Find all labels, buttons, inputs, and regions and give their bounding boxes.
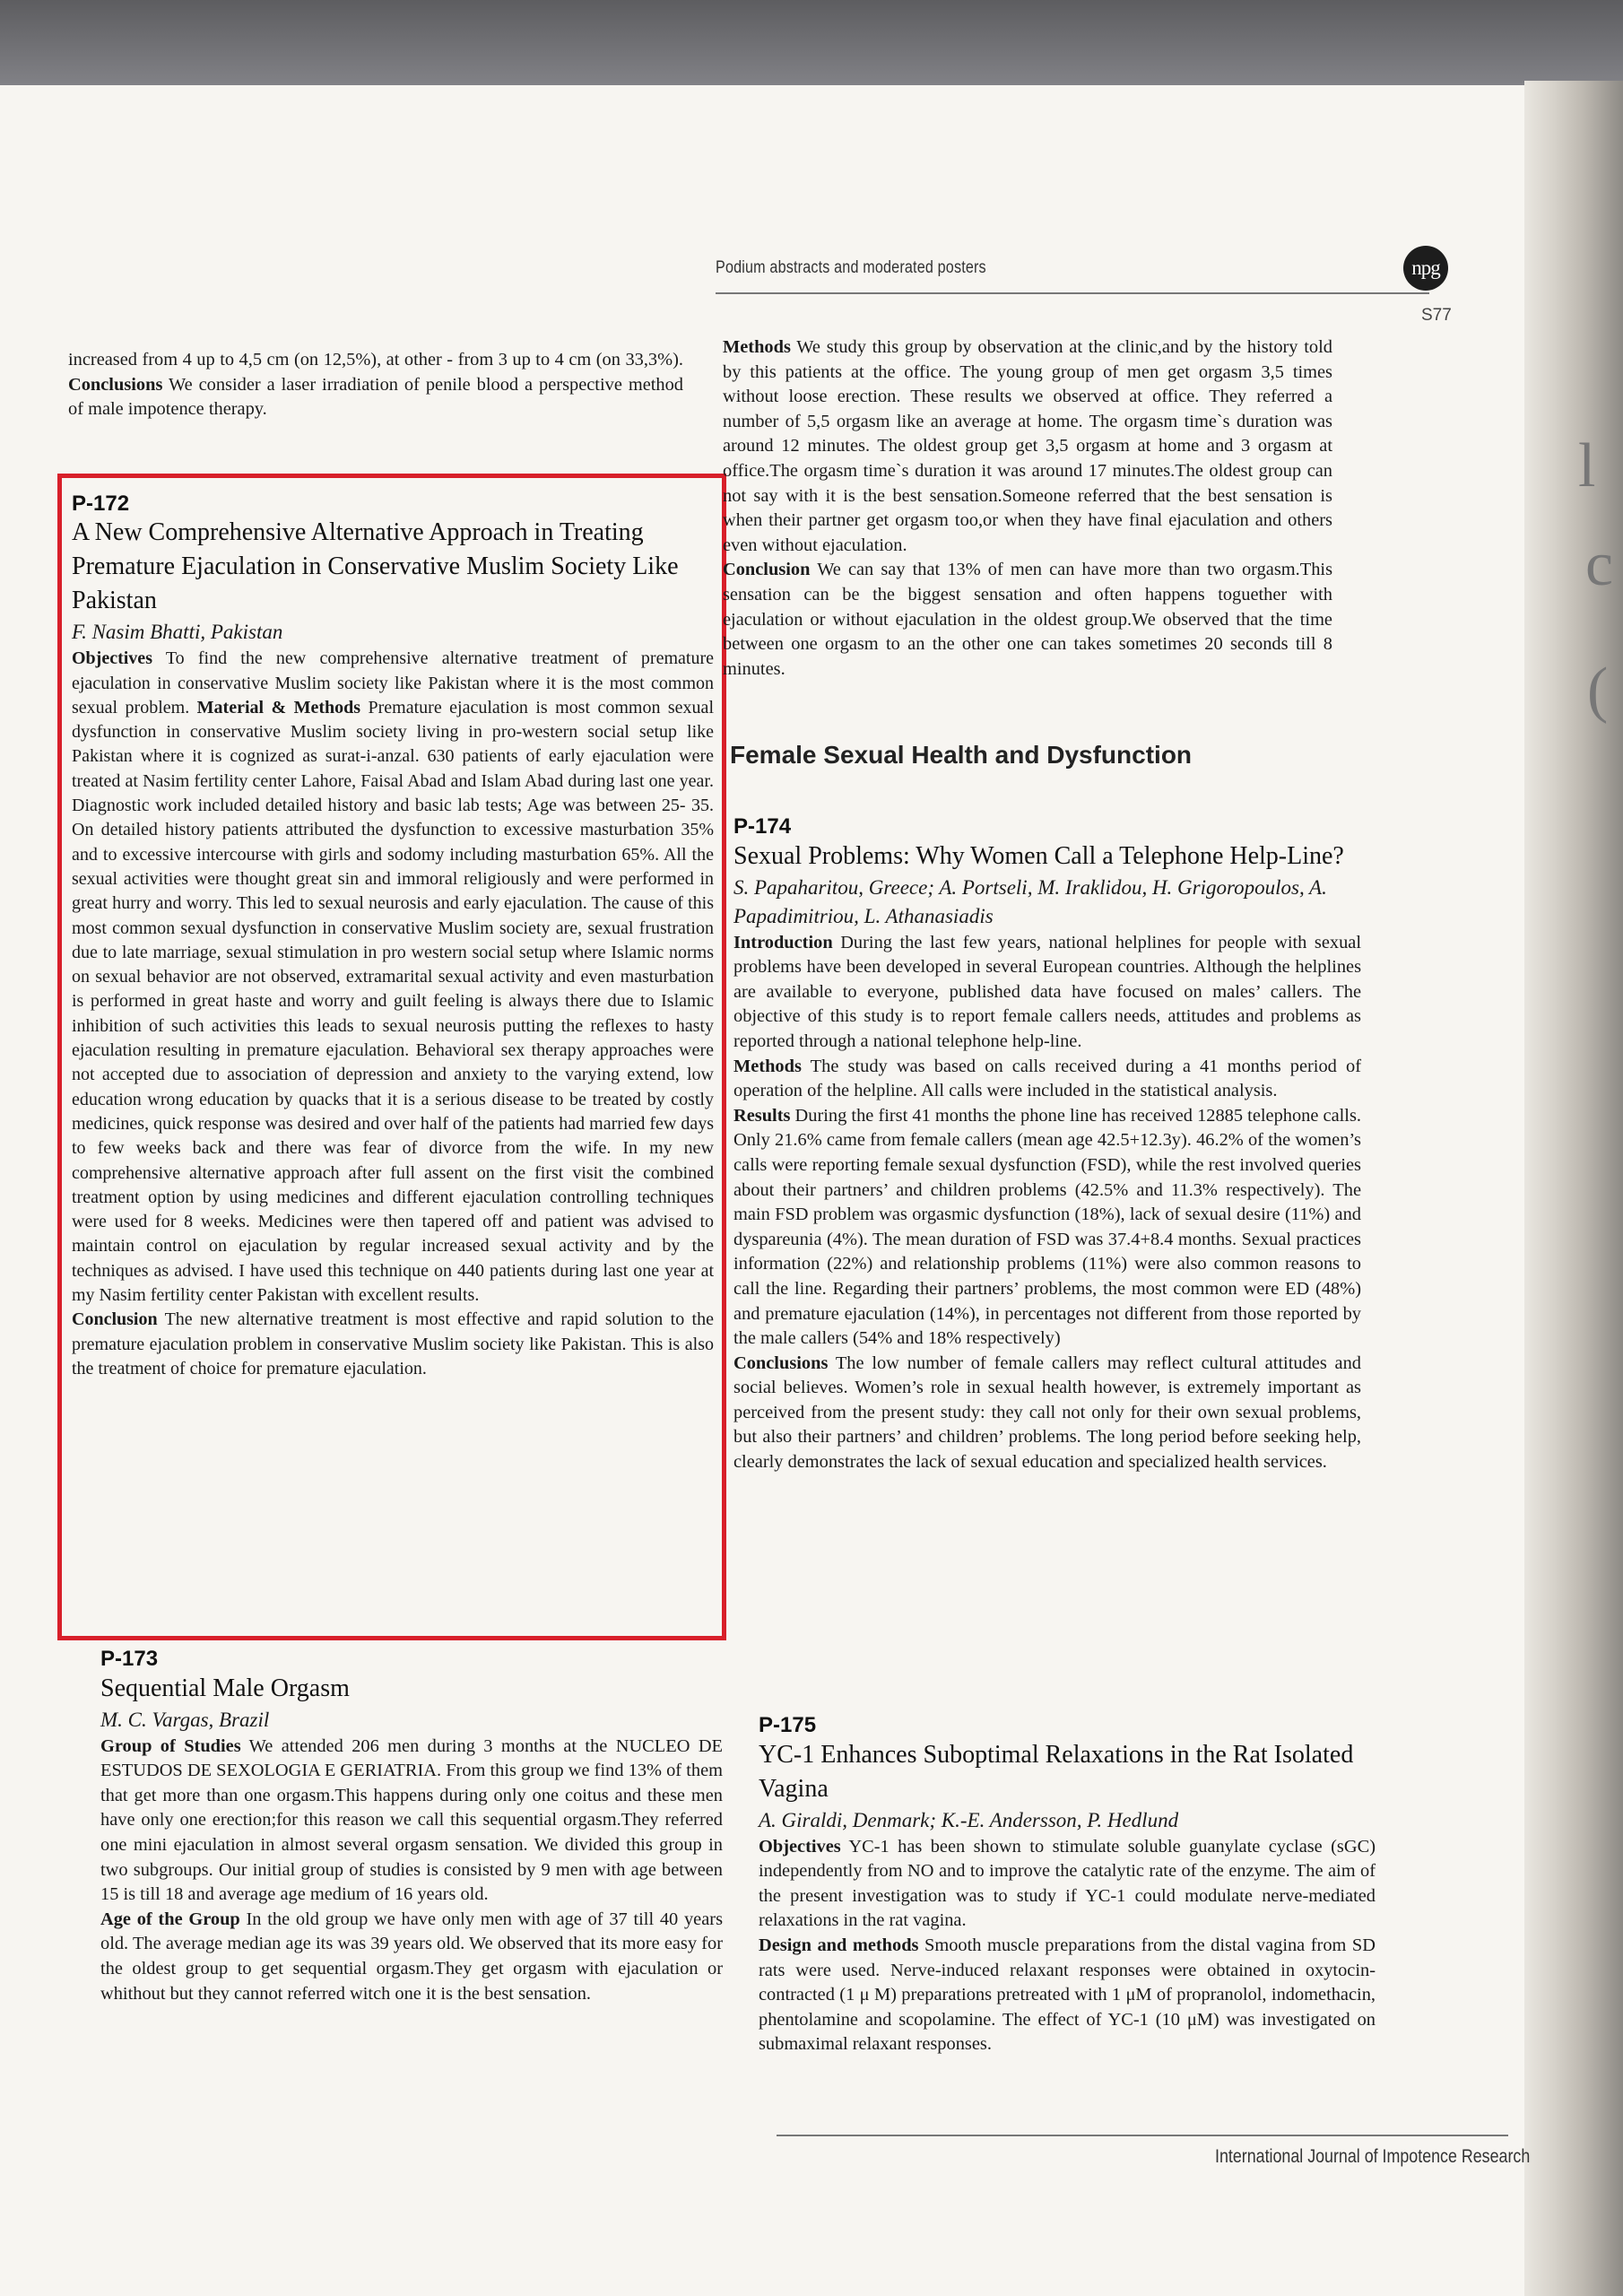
running-head: Podium abstracts and moderated posters <box>716 258 986 277</box>
journal-footer: International Journal of Impotence Research <box>1215 2146 1531 2167</box>
conclusion-text: We can say that 13% of men can have more than two orgasm.This sensation can be the biggest sensation and often happens toguether with ejaculation or without ejaculation in the oldest group.We observed that the time between one orgasm to an the other one can takes sometimes 20 seconds till 8 minutes. <box>723 560 1332 679</box>
group-text: We attended 206 men during 3 months at the NUCLEO DE ESTUDOS DE SEXOLOGIA E GERIATRIA. From this group we find 13% of them that get more than one orgasm.This happens during only one coitus and these men have only one erection;for this reason we call this sequential orgasm.They referred one mini ejaculation in almost several orgasm sensation. We divided this group in two subgroups. Our initial group of studies is consisted by 9 men with age between 15 is till 18 and average age medium of 16 years old. <box>100 1735 723 1905</box>
page-stack-edge <box>1524 81 1623 2296</box>
abstract-id: P-173 <box>100 1647 159 1671</box>
methods-text: Premature ejaculation is most common sexual dysfunction in conservative Muslim society living in pro-western social setup like Pakistan where it is cognized as surat-i-anzal. 630 patients of early ejaculation were treated at Nasim fertility center Lahore, Faisal Abad and Islam Abad during last one year. Diagnostic work included detailed history and basic lab tests; Age was between 25- 35. On detailed history patients attributed the dysfunction to excessive masturbation 35% and to excessive intercourse with girls and sodomy including masturbation 65%. All the sexual activities were thought great sin and immoral religiously and were performed in great hurry and worry. This led to sexual neurosis and early ejaculation. The cause of this most common sexual dysfunction in conservative Muslim society are, sexual frustration due to late marriage, sexual stimulation in pro western social setup where Islamic norms on sexual behavior are not observed, extramarital sexual activity and even masturbation is performed in great haste and worry and guilt feeling is always there due to Islamic inhibition of such activities this leads to sexual neurosis putting the reflexes to hasty ejaculation resulting in premature ejaculation. Behavioral sex therapy approaches were not accepted due to association of depression and anxiety to the varying extend, low education wrong education by quacks that it is a serious disease to be treated by costly medicines, quick response was desired and over half of the patients had married few days to few weeks back and there was fear of divorce from the wife. In my new comprehensive alternative approach after full assent on the first visit the combined treatment option by using medicines and different ejaculation controlling techniques were used for 8 weeks. Medicines were then tapered off and patient was advised to maintain control on ejaculation by regular increased sexual activity and by the techniques as advised. I have used this technique on 440 patients during last one year at my Nasim fertility center Pakistan with excellent results. <box>72 697 714 1306</box>
header-rule <box>716 292 1429 294</box>
design-label: Design and methods <box>759 1935 919 1955</box>
npg-logo: npg <box>1403 246 1448 291</box>
abstract-title: Sexual Problems: Why Women Call a Telephone Help-Line? <box>733 841 1344 870</box>
conclusions-text: The low number of female callers may reflect cultural attitudes and social believes. Women’s role in sexual health however, is extremely important as perceived from the present study: they call not only for their own sexual problems, but also their partners’ and children’ problems. The long period before seeking help, clearly demonstrates the lack of sexual education and specialized health services. <box>733 1352 1361 1473</box>
conclusion-text: The new alternative treatment is most effective and rapid solution to the premature ejaculation problem in conservative Muslim society like Pakistan. This is also the treatment of choice for premature ejaculation. <box>72 1309 714 1378</box>
abstract-title: YC-1 Enhances Suboptimal Relaxations in the Rat Isolated Vagina <box>759 1740 1354 1803</box>
results-label: Results <box>733 1105 791 1126</box>
abstract-p175 <box>759 1713 1376 2057</box>
age-text: In the old group we have only men with age of 37 till 40 years old. The average median age its was 39 years old. We observed that its more easy for the oldest group to get sequential orgasm.They get orgasm with ejaculation or whithout but they cannot referred witch one it is the best sensation. <box>100 1909 723 2004</box>
age-label: Age of the Group <box>100 1909 240 1929</box>
conclusions-label: Conclusions <box>733 1352 829 1373</box>
abstract-authors: M. C. Vargas, Brazil <box>100 1708 270 1731</box>
abstract-p173 <box>100 1647 723 2006</box>
objectives-text: YC-1 has been shown to stimulate soluble guanylate cyclase (sGC) independently from NO and to improve the catalytic rate of the enzyme. The aim of the present investigation was to study if YC-1 could modulate nerve-mediated relaxations in the rat vagina. <box>759 1836 1376 1931</box>
margin-letter: ( <box>1587 656 1609 725</box>
objectives-label: Objectives <box>72 648 152 669</box>
abstract-id: P-172 <box>72 491 130 516</box>
results-text: During the first 41 months the phone line has received 12885 telephone calls. Only 21.6% came from female callers (mean age 42.5+12.3y). 46.2% of the women’s calls were reporting female sexual dysfunction (FSD), while the rest involved queries about their partners’ and children problems (42.5% and 11.3% respectively). The main FSD problem was orgasmic dysfunction (18%), lack of sexual desire (11%) and dyspareunia (4%). The mean duration of FSD was 37.4+8.4 months. Sexual practices information (22%) and relationship problems (11%) were also common reasons to call the line. Regarding their partners’ problems, the most common were ED (48%) and premature ejaculation (14%), in percentages not different from those reported by the male callers (54% and 18% respectively) <box>733 1105 1361 1349</box>
p173-continuation <box>723 335 1332 682</box>
introduction-label: Introduction <box>733 932 833 952</box>
abstract-title: Sequential Male Orgasm <box>100 1674 350 1702</box>
conclusion-label: Conclusion <box>72 1309 158 1330</box>
margin-letter: c <box>1585 530 1614 599</box>
abstract-authors: S. Papaharitou, Greece; A. Portseli, M. Iraklidou, H. Grigoropoulos, A. Papadimitriou, L. Athanasiadis <box>733 875 1327 927</box>
group-label: Group of Studies <box>100 1735 241 1756</box>
methods-label: Methods <box>733 1056 802 1076</box>
abstract-title: A New Comprehensive Alternative Approach in Treating Premature Ejaculation in Conservative Muslim Society Like Pakistan <box>72 518 679 615</box>
objectives-label: Objectives <box>759 1836 841 1857</box>
abstract-id: P-175 <box>759 1713 817 1737</box>
margin-letter: l <box>1578 431 1596 500</box>
methods-text: The study was based on calls received during a 41 months period of operation of the helpline. All calls were included in the statistical analysis. <box>733 1056 1361 1101</box>
page-number: S77 <box>1421 306 1452 325</box>
abstract-p172 <box>72 491 714 1381</box>
section-heading: Female Sexual Health and Dysfunction <box>730 741 1193 769</box>
design-text: Smooth muscle preparations from the distal vagina from SD rats were used. Nerve-induced relaxant responses were obtained in oxytocin-contracted (1 μ M) preparations pretreated with 1 μM of propranolol, indomethacin, phentolamine and scopolamine. The effect of YC-1 (10 μM) was investigated on submaximal relaxant responses. <box>759 1935 1376 2055</box>
abstract-id: P-174 <box>733 814 792 839</box>
objectives-text: To find the new comprehensive alternative treatment of premature ejaculation in conservative Muslim society like Pakistan where it is the most common sexual problem. <box>72 648 714 718</box>
conclusion-label: Conclusion <box>723 560 811 580</box>
introduction-text: During the last few years, national helplines for people with sexual problems have been developed in several European countries. Although the helplines are available to everyone, published data have focused on males’ callers. The objective of this study is to report female callers needs, attitudes and problems as reported through a national telephone help-line. <box>733 932 1361 1051</box>
conclusions-label: Conclusions <box>68 374 163 395</box>
methods-label: Material & Methods <box>196 697 361 718</box>
section <box>730 743 1340 768</box>
methods-label: Methods <box>723 337 791 357</box>
continuation-text: increased from 4 up to 4,5 cm (on 12,5%), at other - from 3 up to 4 cm (on 33,3%). <box>68 350 683 370</box>
abstract-p174 <box>733 814 1361 1475</box>
methods-text: We study this group by observation at the clinic,and by the history told by this patients at the office. The young group of men get orgasm 3,5 times without loose erection. These results we observed at office. They referred a number of 5,5 orgasm like an average at home. The orgasm time`s duration was around 12 minutes. The oldest group get 3,5 orgasm at home and 3 orgasm at office.The orgasm time`s duration it was around 17 minutes.The oldest group can not say with it is the best sensation.Someone referred that the best sensation is when their partner get orgasm too,or when they have final ejaculation and others even without ejaculation. <box>723 337 1332 555</box>
footer-rule <box>777 2135 1508 2136</box>
conclusions-text: We consider a laser irradiation of penile blood a perspective method of male impotence therapy. <box>68 374 683 420</box>
abstract-authors: F. Nasim Bhatti, Pakistan <box>72 621 283 644</box>
abstract-authors: A. Giraldi, Denmark; K.-E. Andersson, P. Hedlund <box>759 1808 1179 1831</box>
left-continuation <box>68 348 683 422</box>
